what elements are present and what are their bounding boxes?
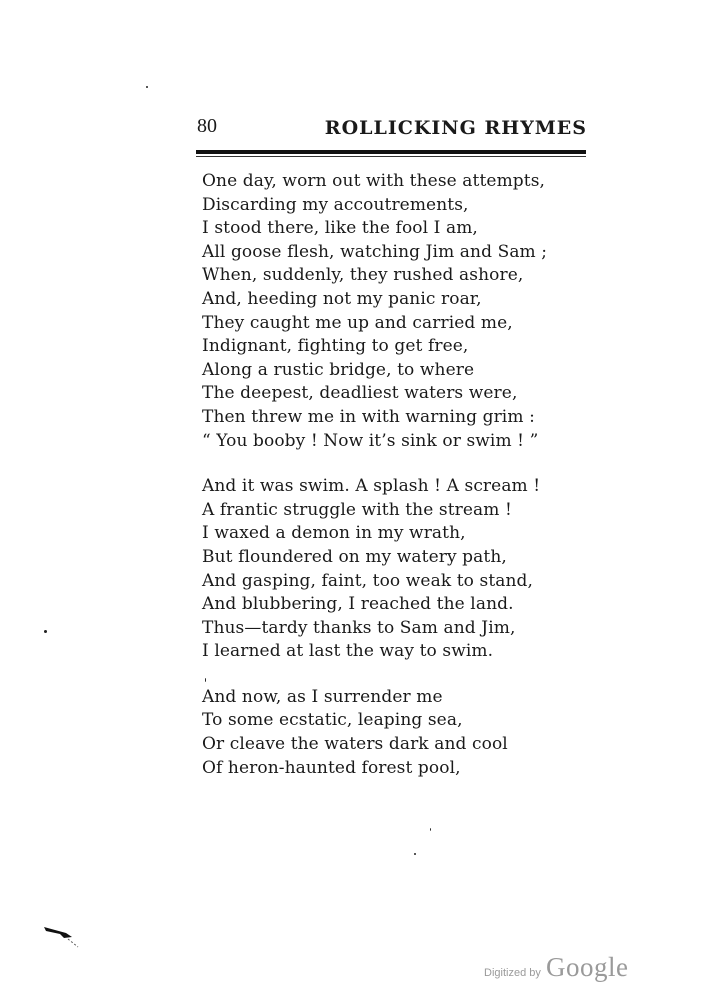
poem-line: A frantic struggle with the stream ! [202,499,512,520]
google-watermark [484,952,628,983]
poem-line: Indignant, fighting to get free, [202,336,469,357]
poem-line: And, heeding not my panic roar, [202,288,482,309]
header-rule-thick [196,150,586,154]
stanza-2 [202,475,602,664]
poem-line: Then threw me in with warning grim : [202,406,535,427]
scan-speck [146,86,148,88]
poem-line: Of heron-haunted forest pool, [202,757,461,778]
poem-line: The deepest, deadliest waters were, [202,383,518,404]
page-number: 80 [197,115,217,137]
poem-line: I stood there, like the fool I am, [202,218,478,239]
page-header [195,115,587,145]
poem-line: I waxed a demon in my wrath, [202,523,466,544]
header-rule-thin [196,156,586,157]
poem-line: Along a rustic bridge, to where [202,359,475,380]
stanza-3 [202,686,602,780]
poem-line: All goose flesh, watching Jim and Sam ; [202,241,548,262]
scan-speck [44,630,47,633]
scan-arrow-mark [42,921,82,951]
poem-line: And blubbering, I reached the land. [202,594,514,615]
poem-line: But floundered on my watery path, [202,546,507,567]
watermark-prefix: Digitized by [484,967,541,979]
poem-line: And gasping, faint, too weak to stand, [202,570,534,591]
poem-line: Or cleave the waters dark and cool [202,734,508,755]
scan-speck [414,853,416,855]
scan-speck [205,678,206,682]
poem-line: “ You booby ! Now it’s sink or swim ! ” [202,430,539,451]
poem-line: And it was swim. A splash ! A scream ! [202,476,541,497]
poem-line: When, suddenly, they rushed ashore, [202,265,524,286]
poem-body [202,170,602,802]
poem-line: And now, as I surrender me [202,686,443,707]
stanza-1 [202,170,602,453]
scan-speck [430,828,431,831]
poem-line: I learned at last the way to swim. [202,641,494,662]
poem-line: One day, worn out with these attempts, [202,171,546,191]
poem-line: They caught me up and carried me, [202,312,513,333]
running-title: ROLLICKING RHYMES [324,117,587,139]
poem-line: Thus—tardy thanks to Sam and Jim, [202,617,516,638]
poem-line: To some ecstatic, leaping sea, [202,710,463,731]
poem-line: Discarding my accoutrements, [202,194,469,215]
google-logo-text: Google [545,952,629,982]
